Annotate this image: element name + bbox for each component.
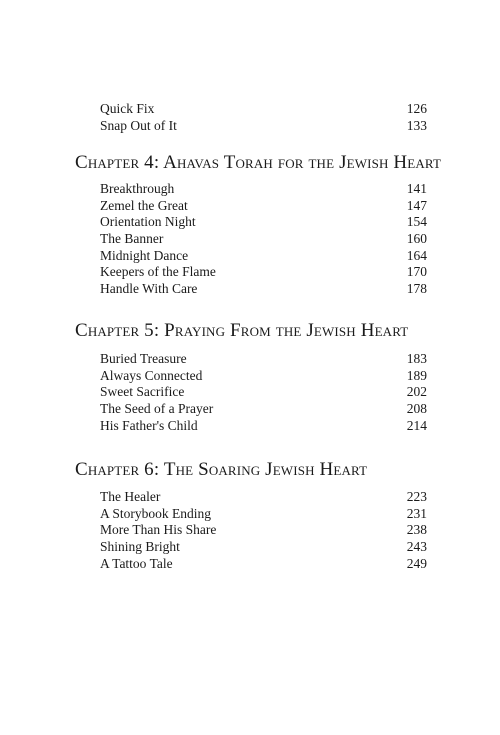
toc-entry-title: Quick Fix: [100, 101, 155, 116]
toc-entry-title: His Father's Child: [100, 417, 198, 433]
toc-entry-page: 126: [406, 101, 427, 116]
toc-entry[interactable]: [100, 522, 427, 539]
toc-entry[interactable]: [100, 118, 427, 135]
toc-entry-title: A Tattoo Tale: [100, 555, 173, 571]
toc-entry-page: 183: [406, 351, 427, 366]
toc-entry-page: 170: [406, 264, 427, 280]
toc-entry-page: 223: [406, 489, 427, 504]
toc-entry-page: 249: [406, 555, 427, 571]
toc-entry-title: A Storybook Ending: [100, 505, 212, 521]
toc-entry[interactable]: [100, 351, 427, 368]
toc-entry-page: 214: [406, 417, 427, 433]
toc-entry-title: The Banner: [100, 231, 164, 247]
toc-entry-title: The Healer: [100, 489, 161, 504]
toc-entry-page: 238: [406, 522, 427, 538]
toc-entry-page: 133: [406, 117, 427, 133]
toc-entry[interactable]: [100, 198, 427, 215]
toc-entry[interactable]: [100, 506, 427, 523]
toc-entry[interactable]: [100, 489, 427, 506]
toc-list-chapter-4: [100, 181, 427, 298]
toc-entry[interactable]: [100, 281, 427, 298]
toc-entry-title: Keepers of the Flame: [100, 264, 216, 280]
toc-entry-page: 231: [406, 505, 427, 521]
toc-entry[interactable]: [100, 368, 427, 385]
toc-entry[interactable]: [100, 556, 427, 573]
toc-entry-page: 160: [406, 231, 427, 247]
toc-entry[interactable]: [100, 248, 427, 265]
toc-entry-page: 154: [406, 214, 427, 230]
toc-entry-page: 141: [406, 181, 427, 196]
toc-entry-title: Midnight Dance: [100, 247, 189, 263]
toc-entry-page: 164: [406, 247, 427, 263]
toc-entry-page: 189: [406, 367, 427, 383]
toc-entry[interactable]: [100, 539, 427, 556]
toc-entry[interactable]: [100, 231, 427, 248]
toc-entry-title: Buried Treasure: [100, 351, 187, 366]
toc-list-chapter-6: [100, 489, 427, 572]
toc-entry[interactable]: [100, 101, 427, 118]
chapter-heading: Chapter 5: Praying From the Jewish Heart: [75, 320, 409, 341]
toc-list-continued: [100, 101, 427, 134]
toc-entry-title: Shining Bright: [100, 539, 180, 555]
toc-entry-title: Breakthrough: [100, 181, 175, 196]
toc-entry-title: Snap Out of It: [100, 117, 177, 133]
toc-entry-title: The Seed of a Prayer: [100, 401, 214, 417]
toc-list-chapter-5: [100, 351, 427, 434]
toc-entry[interactable]: [100, 264, 427, 281]
toc-entry-page: 202: [406, 384, 427, 400]
toc-entry-title: Orientation Night: [100, 214, 196, 230]
toc-entry-page: 178: [406, 281, 427, 297]
toc-entry[interactable]: [100, 418, 427, 435]
toc-entry-title: Zemel the Great: [100, 197, 188, 213]
toc-entry[interactable]: [100, 384, 427, 401]
toc-entry[interactable]: [100, 401, 427, 418]
toc-entry-page: 147: [406, 197, 427, 213]
toc-entry-title: Sweet Sacrifice: [100, 384, 185, 400]
chapter-heading: Chapter 4: Ahavas Torah for the Jewish Heart: [75, 152, 442, 173]
toc-entry-page: 243: [406, 539, 427, 555]
toc-entry-title: Handle With Care: [100, 281, 198, 297]
chapter-heading: Chapter 6: The Soaring Jewish Heart: [75, 459, 368, 480]
toc-entry-title: Always Connected: [100, 367, 203, 383]
toc-entry[interactable]: [100, 214, 427, 231]
toc-entry[interactable]: [100, 181, 427, 198]
toc-entry-title: More Than His Share: [100, 522, 217, 538]
toc-entry-page: 208: [406, 401, 427, 417]
